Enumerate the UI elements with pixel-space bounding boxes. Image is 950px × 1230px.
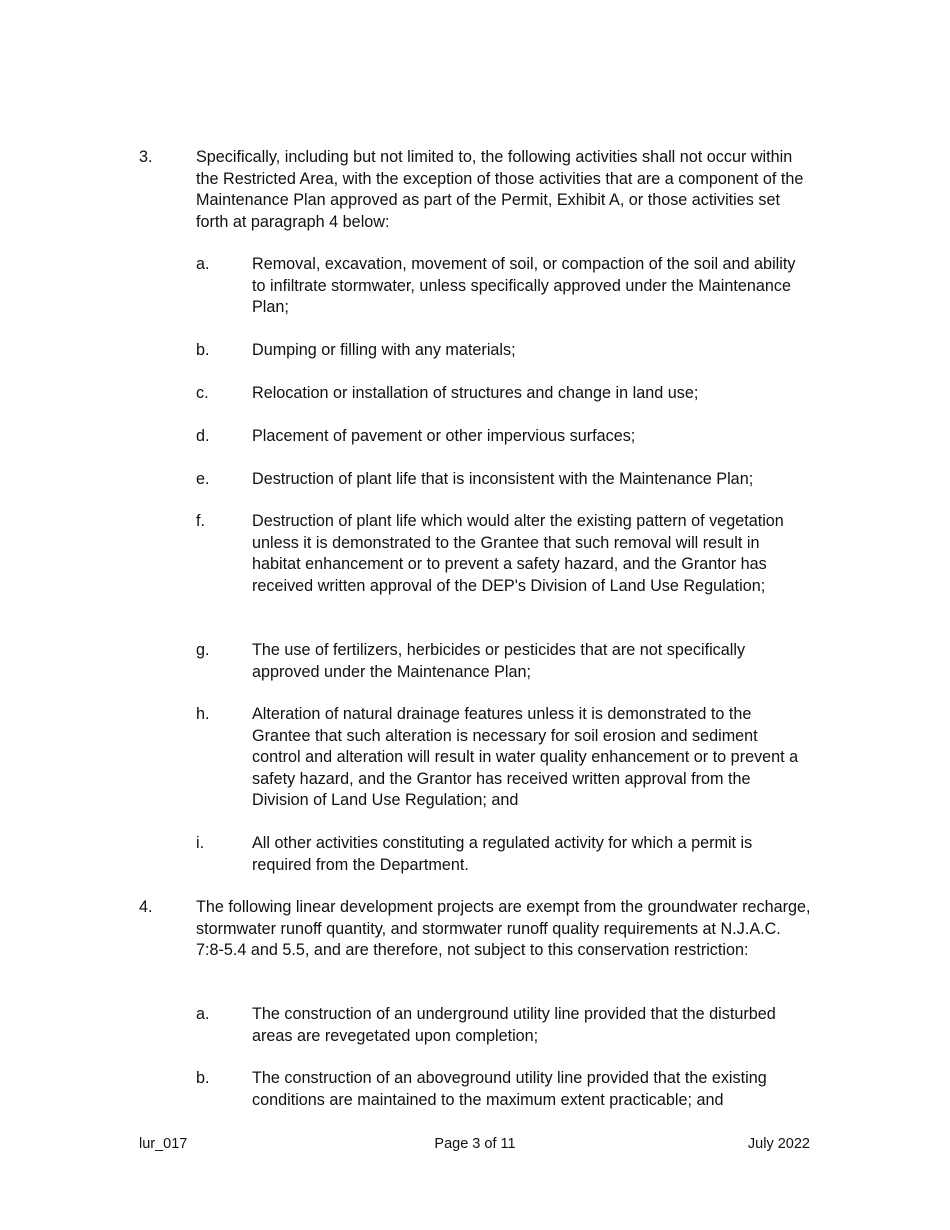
list-item-text: The use of fertilizers, herbicides or pesticides that are not specifically approved under the Maintenance Plan; bbox=[252, 641, 746, 681]
list-item-text: The construction of an underground utility line provided that the disturbed areas are revegetated upon completion; bbox=[252, 1005, 776, 1045]
list-item-text: Dumping or filling with any materials; bbox=[252, 341, 516, 359]
list-marker: i. bbox=[196, 834, 205, 852]
list-item-text: Placement of pavement or other impervious surfaces; bbox=[252, 427, 636, 445]
list-item-text: Relocation or installation of structures and change in land use; bbox=[252, 384, 699, 402]
footer-date: July 2022 bbox=[747, 1136, 810, 1152]
footer-doc-id: lur_017 bbox=[139, 1136, 188, 1152]
list-marker: b. bbox=[196, 341, 210, 359]
list-item-text: Removal, excavation, movement of soil, or compaction of the soil and ability to infiltrate stormwater, unless specifically approved under the Maintenance Plan; bbox=[252, 255, 796, 317]
list-marker: g. bbox=[196, 641, 210, 659]
list-marker: f. bbox=[196, 512, 205, 530]
list-item-text: The construction of an aboveground utility line provided that the existing conditions are maintained to the maximum extent practicable; and bbox=[252, 1069, 767, 1109]
list-marker: d. bbox=[196, 427, 210, 445]
list-item-text: All other activities constituting a regulated activity for which a permit is required from the Department. bbox=[252, 834, 753, 874]
list-marker: a. bbox=[196, 1005, 210, 1023]
paragraph-text: Specifically, including but not limited to, the following activities shall not occur within the Restricted Area, with the exception of those activities that are a component of the Maintenance Plan approved as part of the Permit, Exhibit A, or those activities set forth at paragraph 4 below: bbox=[196, 148, 804, 231]
list-marker: e. bbox=[196, 470, 210, 488]
list-item-text: Alteration of natural drainage features unless it is demonstrated to the Grantee that such alteration is necessary for soil erosion and sediment control and alteration will result in water quality enhancement or to prevent a safety hazard, and the Grantor has received written approval from the Division of Land Use Regulation; and bbox=[252, 705, 799, 810]
footer-page-number: Page 3 of 11 bbox=[434, 1136, 516, 1152]
list-marker: a. bbox=[196, 255, 210, 273]
paragraph-text: The following linear development projects are exempt from the groundwater recharge, stormwater runoff quantity, and stormwater runoff quality requirements at N.J.A.C. 7:8-5.4 and 5.5, and are therefore, not subject to this conservation restriction: bbox=[196, 898, 811, 960]
list-marker: h. bbox=[196, 705, 210, 723]
list-marker: b. bbox=[196, 1069, 210, 1087]
list-item-text: Destruction of plant life that is inconsistent with the Maintenance Plan; bbox=[252, 470, 754, 488]
list-item-text: Destruction of plant life which would alter the existing pattern of vegetation unless it is demonstrated to the Grantee that such removal will result in habitat enhancement or to prevent a safety hazard, and the Grantor has received written approval of the DEP's Division of Land Use Regulation; bbox=[252, 512, 784, 595]
paragraph-number: 4. bbox=[139, 898, 153, 916]
paragraph-number: 3. bbox=[139, 148, 153, 166]
list-marker: c. bbox=[196, 384, 209, 402]
